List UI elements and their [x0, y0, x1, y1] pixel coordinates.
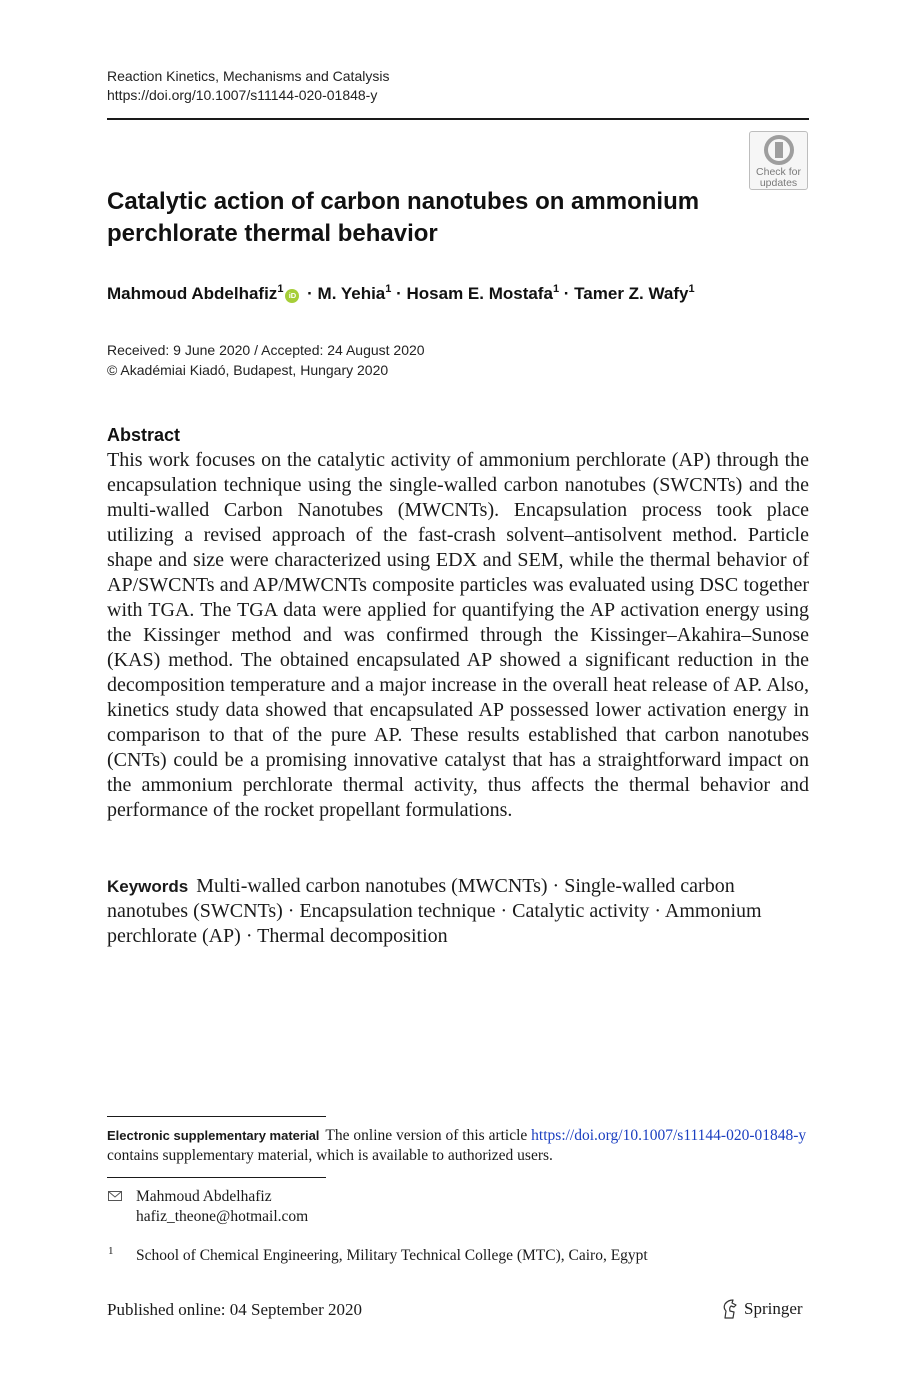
journal-header: [107, 67, 389, 105]
keywords-label: Keywords: [107, 877, 189, 896]
author-list: [107, 282, 695, 306]
affiliation-number: 1: [108, 1245, 114, 1257]
author-affiliation-mark: 1: [688, 283, 695, 295]
badge-line-1: Check for: [756, 166, 801, 178]
author-affiliation-mark: 1: [277, 283, 284, 295]
article-dates: [107, 340, 425, 380]
abstract-text: This work focuses on the catalytic activity of ammonium perchlorate (AP) through the encapsulation technique using the single-walled carbon nanotubes (SWCNTs) and the multi-walled Carbon Nanotubes (MWCNTs). Encapsulation process took place utilizing a revised approach of the fast-crash solvent–antisolvent method. Particle shape and size were characterized using EDX and SEM, while the thermal behavior of AP/SWCNTs and AP/MWCNTs composite particles was evaluated using DSC together with TGA. The TGA data were applied for quantifying the AP activation energy using the Kissinger method and was confirmed through the Kissinger–Akahira–Sunose (KAS) method. The obtained encapsulated AP showed a significant reduction in the decomposition temperature and a major increase in the overall heat release of AP. Also, kinetics study data showed that encapsulated AP possessed lower activation energy in comparison to that of the pure AP. These results established that carbon nanotubes (CNTs) could be a promising innovative catalyst that has a straightforward impact on the ammonium perchlorate thermal activity, thus affects the thermal behavior and performance of the rocket propellant formulations.: [107, 449, 809, 821]
header-rule: [107, 118, 809, 120]
contact-email[interactable]: hafiz_theone@hotmail.com: [136, 1208, 309, 1225]
footnote-rule: [107, 1116, 326, 1117]
author-separator: ·: [391, 284, 407, 303]
springer-horse-icon: [720, 1298, 740, 1320]
check-for-updates-badge[interactable]: [749, 131, 808, 190]
keywords-text: Multi-walled carbon nanotubes (MWCNTs) · Single-walled carbon nanotubes (SWCNTs) · Encapsulation technique · Catalytic activity · Ammonium perchlorate (AP) · Thermal decomposition: [107, 875, 762, 947]
author-separator: ·: [559, 284, 575, 303]
copyright-line: © Akadémiai Kiadó, Budapest, Hungary 2020: [107, 362, 389, 378]
envelope-icon: [108, 1191, 122, 1201]
keywords-block: [107, 874, 807, 949]
article-title: Catalytic action of carbon nanotubes on ammonium perchlorate thermal behavior: [107, 188, 700, 247]
supplementary-note: [107, 1126, 807, 1166]
author-name[interactable]: Hosam E. Mostafa: [406, 284, 553, 303]
orcid-icon[interactable]: iD: [285, 289, 299, 303]
journal-doi[interactable]: https://doi.org/10.1007/s11144-020-01848-y: [107, 87, 378, 103]
corresponding-author: [136, 1187, 308, 1227]
abstract-heading: Abstract: [107, 425, 181, 445]
journal-name: Reaction Kinetics, Mechanisms and Catalysis: [107, 68, 390, 84]
affiliation-text: School of Chemical Engineering, Military Technical College (MTC), Cairo, Egypt: [136, 1247, 648, 1264]
footnote-separator: [107, 1177, 326, 1178]
crossmark-icon: [764, 135, 794, 165]
author-name[interactable]: M. Yehia: [317, 284, 386, 303]
badge-line-2: updates: [759, 177, 798, 189]
publisher-name: Springer: [744, 1299, 803, 1318]
author-name[interactable]: Tamer Z. Wafy: [574, 284, 689, 303]
author-affiliation-mark: 1: [385, 283, 392, 295]
supplementary-label: Electronic supplementary material: [107, 1128, 320, 1143]
author-name[interactable]: Mahmoud Abdelhafiz: [107, 284, 278, 303]
author-separator: ·: [302, 284, 318, 303]
published-online: Published online: 04 September 2020: [107, 1300, 362, 1319]
supplementary-text-pre: The online version of this article: [325, 1127, 532, 1144]
supplementary-link[interactable]: https://doi.org/10.1007/s11144-020-01848-y: [531, 1127, 807, 1144]
received-accepted: Received: 9 June 2020 / Accepted: 24 August 2020: [107, 342, 425, 358]
supplementary-text-post: contains supplementary material, which is available to authorized users.: [107, 1147, 553, 1164]
contact-name: Mahmoud Abdelhafiz: [136, 1188, 272, 1205]
author-affiliation-mark: 1: [552, 283, 560, 295]
publisher-logo[interactable]: [720, 1298, 803, 1322]
